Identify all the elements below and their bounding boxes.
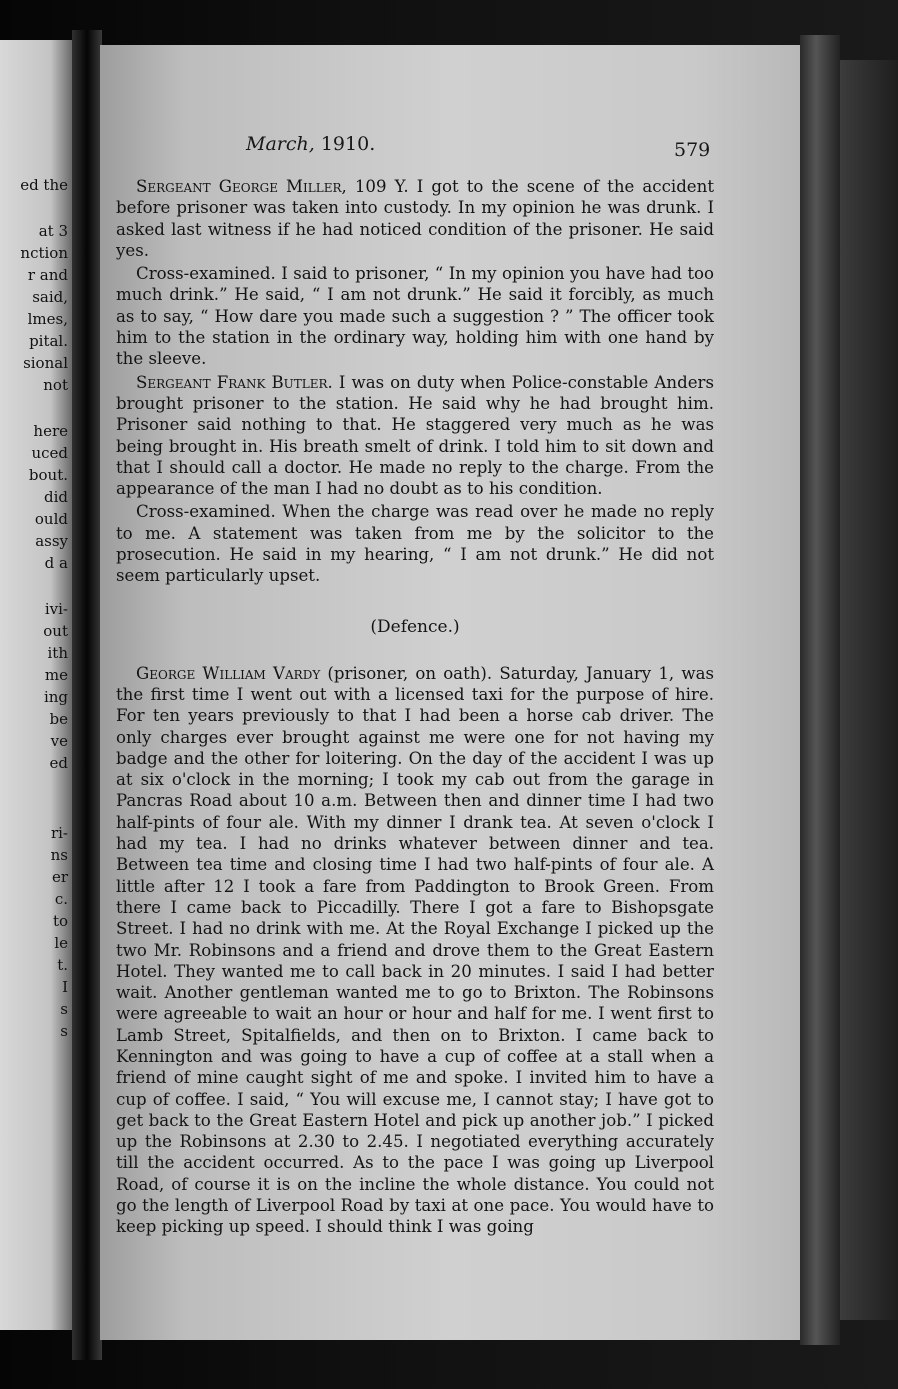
witness-name: George William Vardy: [136, 663, 321, 683]
page-number: 579: [674, 139, 711, 161]
facing-page-fragment: me: [44, 666, 68, 684]
facing-page-fragment: lmes,: [27, 310, 68, 328]
page-stack-edge: [800, 35, 840, 1345]
paragraph-text: 109 Y. I got to the scene of the accident before prisoner was taken into custody. In my opinion he was drunk. I asked last witness if he had noticed condition of the prisoner. He said yes.: [116, 177, 714, 260]
facing-page-fragment: I: [62, 978, 68, 996]
facing-page-fragment: d a: [44, 554, 68, 572]
paragraph-text: Cross-examined. I said to prisoner, “ In my opinion you have had too much drink.” He said, “ I am not drunk.” He said it forcibly, as much as to say, “ How dare you made such a suggestion ? ” The officer took him to the station in the ordinary way, holding him with one hand by the sleeve.: [116, 264, 714, 369]
paragraph-text: I was on duty when Police-constable Anders brought prisoner to the station. He said why he had brought him. Prisoner said nothing to that. He staggered very much as he was being brought in. His breath smelt of drink. I told him to sit down and that I should call a doctor. He made no reply to the charge. From the appearance of the man I had no doubt as to his condition.: [116, 372, 714, 499]
facing-page-fragment: assy: [35, 532, 68, 550]
facing-page-fragment: ing: [43, 688, 68, 706]
facing-page-fragment: ith: [47, 644, 68, 662]
scan-border: [840, 60, 898, 1320]
facing-page-fragment: bout.: [28, 466, 68, 484]
facing-page-edge: [0, 40, 72, 1330]
facing-page-fragment: not: [43, 376, 68, 394]
facing-page-fragment: ns: [50, 846, 68, 864]
facing-page-fragment: at 3: [38, 222, 68, 240]
facing-page-fragment: t.: [57, 956, 68, 974]
facing-page-fragment: ed: [49, 754, 68, 772]
facing-page-fragment: nction: [20, 244, 68, 262]
witness-name: Sergeant George Miller,: [136, 177, 347, 196]
facing-page-fragment: out: [43, 622, 68, 640]
facing-page-fragment: ve: [50, 732, 68, 750]
facing-page-fragment: ould: [34, 510, 68, 528]
facing-page-fragment: did: [43, 488, 68, 506]
cross-examination-paragraph: [116, 501, 714, 586]
facing-page-fragment: uced: [31, 444, 68, 462]
facing-page-fragment: sional: [23, 354, 68, 372]
facing-page-fragment: said,: [32, 288, 68, 306]
running-head: [246, 133, 375, 155]
facing-page-fragment: here: [33, 422, 68, 440]
running-head-month: March,: [246, 133, 315, 155]
facing-page-fragment: c.: [54, 890, 68, 908]
facing-page-fragment: pital.: [29, 332, 68, 350]
cross-examination-paragraph: [116, 263, 714, 369]
witness-name: Sergeant Frank Butler.: [136, 372, 333, 392]
testimony-paragraph: [116, 372, 714, 500]
page-body: [116, 176, 714, 1238]
testimony-paragraph: [116, 176, 714, 261]
paragraph-text: (prisoner, on oath). Saturday, January 1, was the first time I went out with a licensed taxi for the purpose of hire. For ten years previously to that I had been a horse cab driver. The only charges ever brought against me were one for not having my badge and the other for loitering. On the day of the accident I was up at six o'clock in the morning; I took my cab out from the garage in Pancras Road about 10 a.m. Between then and dinner time I had two half-pints of four ale. With my dinner I drank tea. At seven o'clock I had my tea. I had no drinks whatever between dinner and tea. Between tea time and closing time I had two half-pints of four ale. A little after 12 I took a fare from Paddington to Brook Green. From there I came back to Piccadilly. There I got a fare to Bishopsgate Street. I had no drink with me. At the Royal Exchange I picked up the two Mr. Robinsons and a friend and drove them to the Great Eastern Hotel. They wanted me to call back in 20 minutes. I said I had better wait. Another gentleman wanted me to go to Brixton. The Robinsons were agreeable to wait an hour or hour and half for me. I went first to Lamb Street, Spitalfields, and then on to Brixton. I came back to Kennington and was going to have a cup of coffee at a stall when a friend of mine caught sight of me and spoke. I invited him to have a cup of coffee. I said, “ You will excuse me, I cannot stay; I have got to get back to the Great Eastern Hotel and pick up another job.” I picked up the Robinsons at 2.30 to 2.45. I negotiated everything accurately till the accident occurred. As to the pace I was going up Liverpool Road, of course it is on the incline the whole distance. You could not go the length of Liverpool Road by taxi at one pace. You would have to keep picking up speed. I should think I was going: [116, 663, 714, 1237]
facing-page-fragment: be: [49, 710, 68, 728]
defence-heading: (Defence.): [370, 616, 460, 637]
facing-page-fragment: le: [54, 934, 68, 952]
book-gutter: [72, 30, 102, 1360]
paragraph-text: Cross-examined. When the charge was read over he made no reply to me. A statement was taken from me by the solicitor to the prosecution. He said in my hearing, “ I am not drunk.” He did not seem particularly upset.: [116, 502, 714, 586]
facing-page-fragment: ri-: [50, 824, 68, 842]
facing-page-fragment: r and: [27, 266, 68, 284]
facing-page-fragment: er: [51, 868, 68, 886]
testimony-paragraph: [116, 663, 714, 1238]
facing-page-fragment: ed the: [20, 176, 68, 194]
facing-page-fragment: ivi-: [44, 600, 68, 618]
facing-page-fragment: s: [60, 1000, 68, 1018]
running-head-year: 1910.: [320, 133, 376, 155]
facing-page-fragment: to: [52, 912, 68, 930]
facing-page-fragment: s: [60, 1022, 68, 1040]
